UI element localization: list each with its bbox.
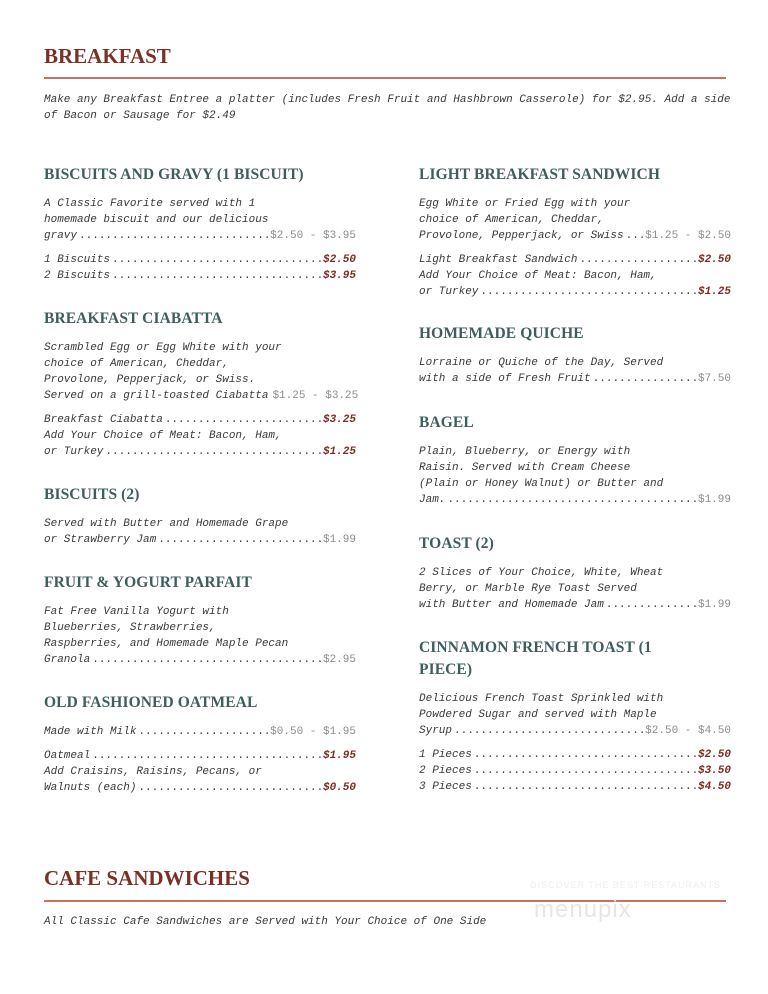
- desc-line: Served with Butter and Homemade Grape: [44, 518, 289, 530]
- item-title: BISCUITS (2): [44, 486, 140, 503]
- desc-line: Made with Milk: [44, 726, 137, 738]
- item-description: [44, 604, 356, 652]
- option-label: or Turkey: [44, 446, 104, 458]
- menu-item-french-toast: [419, 637, 731, 795]
- desc-line: Syrup: [419, 725, 453, 737]
- menu-item-bagel: [419, 412, 731, 508]
- option-label: 2 Biscuits: [44, 270, 111, 282]
- item-title: BAGEL: [419, 414, 474, 431]
- option-price: $0.50: [322, 782, 356, 794]
- desc-line: Delicious French Toast Sprinkled with: [419, 693, 664, 705]
- price: $1.99: [322, 534, 356, 546]
- option-label: 1 Pieces: [419, 749, 472, 761]
- desc-line: with Butter and Homemade Jam: [419, 599, 604, 611]
- price: $1.99: [697, 599, 731, 611]
- option-line: [44, 780, 356, 796]
- price-line: [419, 371, 731, 387]
- option-price: $2.50: [322, 254, 356, 266]
- menupix-watermark: menupix: [534, 896, 632, 923]
- item-title: TOAST (2): [419, 535, 494, 552]
- desc-line: Blueberries, Strawberries,: [44, 622, 216, 634]
- option-line: [419, 747, 731, 763]
- menu-item-toast: [419, 533, 731, 613]
- addon-text: Add Your Choice of Meat: Bacon, Ham,: [44, 430, 282, 442]
- option-price: $3.25: [322, 414, 356, 426]
- desc-line: Plain, Blueberry, or Energy with: [419, 446, 631, 458]
- breakfast-divider: [44, 77, 726, 79]
- option-label: 1 Biscuits: [44, 254, 111, 266]
- price-range: $1.25 - $3.25: [272, 390, 359, 402]
- breakfast-title: BREAKFAST: [44, 44, 171, 68]
- option-label: Breakfast Ciabatta: [44, 414, 163, 426]
- option-price: $2.50: [697, 254, 731, 266]
- menu-item-breakfast-ciabatta: [44, 308, 359, 460]
- item-description: [44, 516, 356, 532]
- option-label: 2 Pieces: [419, 765, 472, 777]
- desc-line: Jam.: [419, 494, 446, 506]
- price-range: $2.50 - $4.50: [645, 725, 731, 737]
- option-line: [419, 779, 731, 795]
- option-price: $3.95: [322, 270, 356, 282]
- desc-line: Powdered Sugar and served with Maple: [419, 709, 657, 721]
- desc-line: Egg White or Fried Egg with your: [419, 198, 631, 210]
- cafe-sandwiches-title: CAFE SANDWICHES: [44, 866, 250, 890]
- price: $1.99: [697, 494, 731, 506]
- menu-item-light-breakfast-sandwich: [419, 164, 731, 300]
- desc-line: or Strawberry Jam: [44, 534, 157, 546]
- item-description: [419, 355, 731, 371]
- menu-item-parfait: [44, 572, 356, 668]
- price-range-line: [44, 724, 356, 740]
- item-title: BREAKFAST CIABATTA: [44, 310, 223, 327]
- desc-line: choice of American, Cheddar,: [419, 214, 604, 226]
- desc-line: homemade biscuit and our delicious: [44, 214, 269, 226]
- option-line: [419, 763, 731, 779]
- desc-line: Fat Free Vanilla Yogurt with: [44, 606, 229, 618]
- desc-line: Raisin. Served with Cream Cheese: [419, 462, 631, 474]
- desc-line: 2 Slices of Your Choice, White, Wheat: [419, 567, 664, 579]
- item-description: [419, 565, 731, 597]
- addon-text: Add Craisins, Raisins, Pecans, or: [44, 766, 262, 778]
- option-line: [44, 444, 356, 460]
- item-title: HOMEMADE QUICHE: [419, 325, 584, 342]
- option-label: Walnuts (each): [44, 782, 137, 794]
- item-description: [419, 444, 731, 492]
- option-label: or Turkey: [419, 286, 479, 298]
- option-label: 3 Pieces: [419, 781, 472, 793]
- menu-item-oatmeal: [44, 692, 356, 796]
- option-price: $2.50: [697, 749, 731, 761]
- price-range: $0.50 - $1.95: [270, 726, 356, 738]
- option-price: $4.50: [697, 781, 731, 793]
- menu-item-biscuits-gravy: [44, 164, 356, 284]
- option-line: [44, 412, 356, 428]
- option-line: [419, 284, 731, 300]
- price-line: [419, 597, 731, 613]
- item-description: [44, 340, 356, 388]
- desc-line: Granola: [44, 654, 91, 666]
- option-price: $1.25: [322, 446, 356, 458]
- price-range-line: [44, 228, 356, 244]
- option-line: [419, 252, 731, 268]
- desc-line: Berry, or Marble Rye Toast Served: [419, 583, 637, 595]
- price-range-line: [419, 723, 731, 739]
- menu-item-biscuits-2: [44, 484, 356, 548]
- option-line: [44, 268, 356, 284]
- desc-line: A Classic Favorite served with 1: [44, 198, 256, 210]
- option-line: [44, 252, 356, 268]
- watermark-tagline: DISCOVER THE BEST RESTAURANTS: [530, 880, 722, 890]
- desc-line: Lorraine or Quiche of the Day, Served: [419, 357, 664, 369]
- item-title: OLD FASHIONED OATMEAL: [44, 694, 258, 711]
- breakfast-note: Make any Breakfast Entree a platter (includes Fresh Fruit and Hashbrown Casserole) for $2.95. Add a side of Bacon or Sausage for $2.49: [44, 94, 731, 122]
- option-label: Oatmeal: [44, 750, 91, 762]
- menu-item-quiche: [419, 323, 731, 387]
- desc-line: Provolone, Pepperjack, or Swiss.: [44, 374, 256, 386]
- price-range: $1.25 - $2.50: [645, 230, 731, 242]
- desc-line: with a side of Fresh Fruit: [419, 373, 591, 385]
- cafe-note: All Classic Cafe Sandwiches are Served with Your Choice of One Side: [44, 916, 487, 928]
- item-title: BISCUITS AND GRAVY (1 BISCUIT): [44, 166, 304, 183]
- price-line: [44, 532, 356, 548]
- price-range-line: [419, 228, 731, 244]
- item-title: FRUIT & YOGURT PARFAIT: [44, 574, 252, 591]
- option-label: Light Breakfast Sandwich: [419, 254, 578, 266]
- price: $7.50: [697, 373, 731, 385]
- option-line: [44, 748, 356, 764]
- desc-line: choice of American, Cheddar,: [44, 358, 229, 370]
- desc-line: Scrambled Egg or Egg White with your: [44, 342, 282, 354]
- desc-line: Provolone, Pepperjack, or Swiss: [419, 230, 624, 242]
- desc-line: gravy: [44, 230, 78, 242]
- item-description: [44, 196, 356, 228]
- price-range: $2.50 - $3.95: [270, 230, 356, 242]
- item-title: LIGHT BREAKFAST SANDWICH: [419, 166, 660, 183]
- desc-line: (Plain or Honey Walnut) or Butter and: [419, 478, 664, 490]
- item-description: [419, 691, 731, 723]
- price-line: [419, 492, 731, 508]
- desc-line: Served on a grill-toasted Ciabatta: [44, 390, 269, 402]
- option-price: $1.25: [697, 286, 731, 298]
- price-line: [44, 652, 356, 668]
- option-price: $3.50: [697, 765, 731, 777]
- item-title: CINNAMON FRENCH TOAST (1 PIECE): [419, 639, 652, 678]
- item-description: [419, 196, 731, 228]
- price-range-line: [44, 388, 359, 404]
- option-price: $1.95: [322, 750, 356, 762]
- addon-text: Add Your Choice of Meat: Bacon, Ham,: [419, 270, 657, 282]
- price: $2.95: [322, 654, 356, 666]
- desc-line: Raspberries, and Homemade Maple Pecan: [44, 638, 289, 650]
